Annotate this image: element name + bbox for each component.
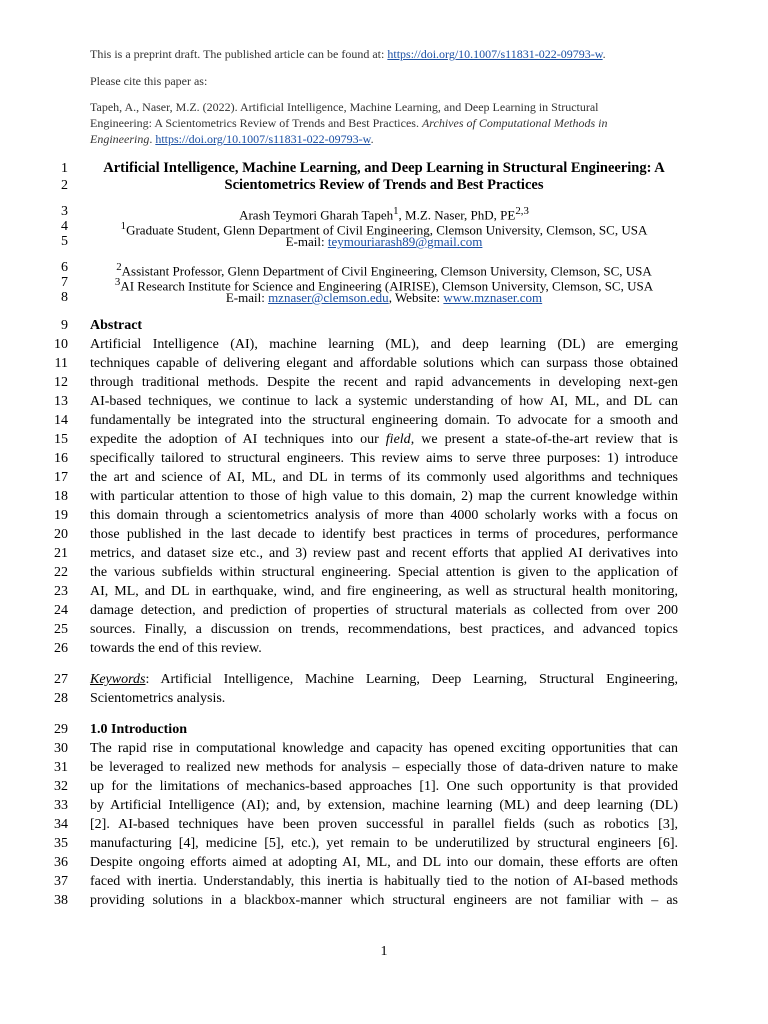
intro-line: Despite ongoing efforts aimed at adopting AI, ML, and DL into our domain, these efforts are often <box>90 855 678 870</box>
keywords-line-2: Scientometrics analysis. <box>90 691 226 706</box>
line-number: 31 <box>54 760 68 775</box>
cite-label: Please cite this paper as: <box>90 74 208 88</box>
line-number: 15 <box>54 432 68 447</box>
abstract-line: expedite the adoption of AI techniques into our field, we present a state-of-the-art review that is <box>90 432 679 447</box>
line-number: 5 <box>61 234 68 249</box>
intro-line: faced with inertia. Understandably, this inertia is habitually tied to the notion of AI-based methods <box>90 874 678 889</box>
website-link[interactable]: www.mznaser.com <box>443 290 543 305</box>
email-link-2[interactable]: mznaser@clemson.edu <box>268 290 389 305</box>
line-number: 12 <box>54 375 68 390</box>
line-number: 36 <box>54 855 68 870</box>
citation: Tapeh, A., Naser, M.Z. (2022). Artificial Intelligence, Machine Learning, and Deep Learning in Structural Engineering: A Scientometrics Review of Trends and Best Practices. Archives of Computational Methods in Engineering. https://doi.org/10.1007/s11831-022-09793-w. <box>90 100 608 146</box>
line-number: 1 <box>61 161 68 176</box>
abstract-line: with particular attention to those of high value to this domain, 2) map the current knowledge within <box>90 489 678 504</box>
line-number: 9 <box>61 318 68 333</box>
line-number: 32 <box>54 779 68 794</box>
line-number: 11 <box>54 356 68 371</box>
abstract-line: specifically tailored to structural engineers. This review aims to serve three purposes: 1) introduce <box>90 451 678 466</box>
intro-line: providing solutions in a blackbox-manner which structural engineers are not familiar with – as <box>90 893 678 908</box>
intro-line: The rapid rise in computational knowledge and capacity has opened exciting opportunities that can <box>90 741 678 756</box>
abstract-line: the various subfields within structural engineering. Special attention is given to the application of <box>90 565 678 580</box>
intro-line: up for the limitations of mechanics-based approaches [1]. One such opportunity is that provided <box>90 779 678 794</box>
abstract-line: those published in the last decade to identify best practices in terms of procedures, performance <box>90 527 678 542</box>
abstract-line: techniques capable of delivering elegant and affordable solutions which can surpass those obtained <box>90 356 678 371</box>
line-number: 38 <box>54 893 68 908</box>
line-number: 8 <box>61 290 68 305</box>
line-number: 4 <box>61 219 68 234</box>
line-number: 22 <box>54 565 68 580</box>
abstract-line: fundamentally be integrated into the structural engineering domain. To advocate for a smooth and <box>90 413 678 428</box>
abstract-line: the art and science of AI, ML, and DL in terms of its commonly used algorithms and techniques <box>90 470 678 485</box>
abstract-heading: Abstract <box>90 318 143 333</box>
abstract-line: damage detection, and prediction of properties of structural materials as collected from over 200 <box>90 603 678 618</box>
affiliation-3: $^3$AI Research Institute for Science and Engineering (AIRISE), Clemson University, Clemson, SC, USA <box>114 276 654 294</box>
abstract-line: through traditional methods. Despite the recent and rapid advancements in developing next-gen <box>90 375 678 390</box>
line-number: 16 <box>54 451 68 466</box>
abstract-line: Artificial Intelligence (AI), machine learning (ML), and deep learning (DL) are emerging <box>90 337 678 352</box>
affiliation-2: $^2$Assistant Professor, Glenn Department of Civil Engineering, Clemson University, Clemson, SC, USA <box>116 261 652 279</box>
line-number: 28 <box>54 691 68 706</box>
abstract-line: sources. Finally, a discussion on trends, recommendations, best practices, and advanced topics <box>90 622 678 637</box>
line-number: 19 <box>54 508 68 523</box>
paper-title-line2: Scientometrics Review of Trends and Best Practices <box>224 177 544 193</box>
line-number: 10 <box>54 337 68 352</box>
line-number: 7 <box>61 275 68 290</box>
line-number: 27 <box>54 672 68 687</box>
page-number: 1 <box>380 944 388 959</box>
line-number: 34 <box>54 817 68 832</box>
intro-line: [2]. AI-based techniques have been proven successful in parallel fields (such as robotics [3], <box>90 817 678 832</box>
line-number: 35 <box>54 836 68 851</box>
line-number: 20 <box>54 527 68 542</box>
line-number: 6 <box>61 260 68 275</box>
line-number: 23 <box>54 584 68 599</box>
keywords-label: Keywords <box>90 672 146 687</box>
abstract-line: AI, ML, and DL in earthquake, wind, and fire engineering, as well as structural health monitoring, <box>90 584 678 599</box>
doi-link-citation[interactable]: https://doi.org/10.1007/s11831-022-09793-w <box>155 132 371 146</box>
abstract-line: metrics, and dataset size etc., and 3) review past and recent efforts that applied AI derivatives into <box>90 546 678 561</box>
line-number: 26 <box>54 641 68 656</box>
line-number: 29 <box>54 722 68 737</box>
email-line-2: E-mail: mznaser@clemson.edu, Website: www.mznaser.com <box>225 290 543 305</box>
line-number: 30 <box>54 741 68 756</box>
line-number: 33 <box>54 798 68 813</box>
email-line-1: E-mail: teymouriarash89@gmail.com <box>285 234 483 249</box>
line-number: 24 <box>54 603 68 618</box>
intro-line: by Artificial Intelligence (AI); and, by extension, machine learning (ML) and deep learning (DL) <box>90 798 678 813</box>
author-line: Arash Teymori Gharah Tapeh$^1$, M.Z. Naser, PhD, PE$^{2,3}$ <box>239 205 529 223</box>
line-number: 37 <box>54 874 68 889</box>
line-number: 25 <box>54 622 68 637</box>
paper-title-line1: Artificial Intelligence, Machine Learning, and Deep Learning in Structural Engineering: A <box>103 160 665 176</box>
keywords-line: Keywords: Artificial Intelligence, Machine Learning, Deep Learning, Structural Engineering, <box>90 672 678 687</box>
introduction-heading: 1.0 Introduction <box>90 722 187 737</box>
line-number: 2 <box>61 178 68 193</box>
affiliation-1: $^1$Graduate Student, Glenn Department of Civil Engineering, Clemson University, Clemson, SC, USA <box>120 220 648 238</box>
line-number: 17 <box>54 470 68 485</box>
line-number: 18 <box>54 489 68 504</box>
preprint-notice: This is a preprint draft. The published article can be found at: https://doi.org/10.1007/s11831-022-09793-w. <box>90 47 606 61</box>
abstract-line: this domain through a scientometrics analysis of more than 4000 scholarly works with a focus on <box>90 508 678 523</box>
line-number: 14 <box>54 413 68 428</box>
email-link-1[interactable]: teymouriarash89@gmail.com <box>327 234 483 249</box>
intro-line: be leveraged to realized new methods for analysis – especially those of data-driven nature to make <box>90 760 678 775</box>
line-number: 21 <box>54 546 68 561</box>
abstract-line: towards the end of this review. <box>90 641 262 656</box>
intro-line: manufacturing [4], medicine [5], etc.), yet remain to be underutilized by structural engineers [6]. <box>90 836 678 851</box>
line-number: 13 <box>54 394 68 409</box>
abstract-line: AI-based techniques, we continue to lack a systemic understanding of how AI, ML, and DL can <box>90 394 678 409</box>
line-number: 3 <box>61 204 68 219</box>
doi-link-notice[interactable]: https://doi.org/10.1007/s11831-022-09793-w <box>387 47 603 61</box>
